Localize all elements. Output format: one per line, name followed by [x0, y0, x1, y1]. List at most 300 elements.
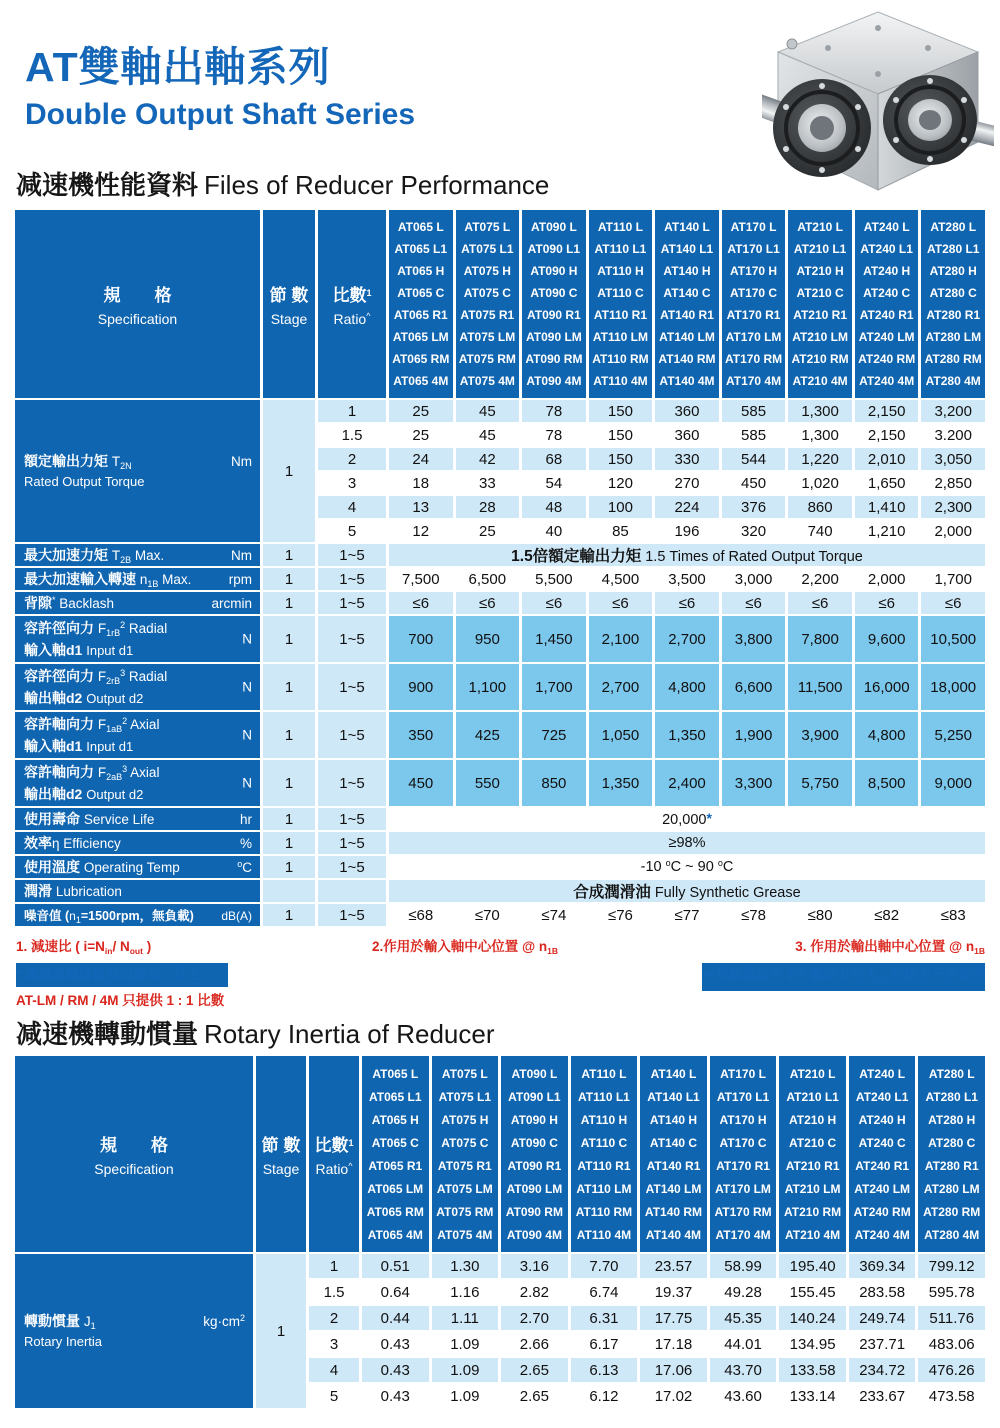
right-output-flange — [883, 75, 977, 165]
model-variant-label: AT240 L1 — [855, 1089, 909, 1104]
model-variant-label: AT280 C — [929, 286, 977, 300]
value-cell: 2,700 — [589, 664, 653, 710]
model-variant-label: AT170 H — [719, 1112, 767, 1127]
ratio-cell: 1 — [318, 400, 386, 422]
value-cell: 0.64 — [362, 1280, 429, 1304]
model-variant-label: AT090 C — [510, 1135, 558, 1150]
value-cell: 0.43 — [362, 1384, 429, 1408]
value-cell: 6.31 — [571, 1306, 638, 1330]
model-variant-label: AT140 C — [663, 286, 711, 300]
ratio-cell: 1~5 — [318, 544, 386, 566]
value-cell: 4,500 — [589, 568, 653, 590]
ratio-cell: 1~5 — [318, 616, 386, 662]
model-variant-label: AT065 L — [397, 220, 444, 234]
value-cell: 11,500 — [788, 664, 852, 710]
model-variant-label: AT075 C — [463, 286, 511, 300]
ratio-cell: 1~5 — [318, 832, 386, 854]
model-variant-label: AT140 H — [649, 1112, 698, 1127]
model-variant-label: AT210 LM — [784, 1181, 841, 1196]
value-cell: 23.57 — [640, 1254, 707, 1278]
value-cell: 78 — [522, 400, 586, 422]
ratio-cell: 2 — [309, 1306, 359, 1330]
value-cell: 6.13 — [571, 1358, 638, 1382]
value-cell: 4,800 — [855, 712, 919, 758]
value-cell: 233.67 — [849, 1384, 916, 1408]
model-variant-label: AT090 4M — [506, 1227, 562, 1242]
value-cell: 2.66 — [501, 1332, 568, 1356]
model-variant-label: AT240 L — [863, 220, 910, 234]
model-variant-label: AT075 4M — [437, 1227, 493, 1242]
model-variant-label: AT065 LM — [367, 1181, 424, 1196]
model-header-at075 — [432, 1056, 499, 1252]
model-variant-label: AT110 LM — [576, 1181, 632, 1196]
value-cell: ≤6 — [522, 592, 586, 614]
section1-title-zh: 减速機性能資料 — [16, 170, 199, 200]
footnotes-left — [16, 935, 228, 1013]
model-variant-label: AT170 L — [730, 220, 777, 234]
row-label-efficiency: 效率η Efficiency % — [15, 832, 260, 854]
value-cell: 2.70 — [501, 1306, 568, 1330]
model-variant-label: AT140 RM — [658, 352, 716, 366]
model-variant-label: AT090 H — [530, 264, 578, 278]
value-cell: 2,300 — [921, 496, 985, 518]
model-variant-label: AT065 H — [371, 1112, 419, 1127]
footnote-line: AT-LM / RM / 4M 只提供 1 : 1 比數 — [16, 993, 225, 1008]
model-variant-label: AT280 RM — [924, 352, 982, 366]
stage-cell: 1 — [263, 616, 315, 662]
model-variant-label: AT170 R1 — [716, 1158, 770, 1173]
model-variant-label: AT140 L — [650, 1066, 697, 1081]
value-cell: ≤6 — [921, 592, 985, 614]
value-cell: 196 — [655, 520, 719, 542]
value-cell: 2,010 — [855, 448, 919, 470]
row-label-axial-force-output-d2: 容許軸向力 $F2aB^3$ Axial 輸出軸d2 Output d2 N — [15, 760, 260, 806]
value-cell: 476.26 — [918, 1358, 985, 1382]
value-cell: 58.99 — [710, 1254, 777, 1278]
model-variant-label: AT090 LM — [525, 330, 582, 344]
value-cell: ≤6 — [855, 592, 919, 614]
value-cell: 45 — [456, 400, 520, 422]
stage-cell — [263, 880, 315, 902]
value-cell: 7.70 — [571, 1254, 638, 1278]
value-cell: 17.06 — [640, 1358, 707, 1382]
value-cell: 1,050 — [589, 712, 653, 758]
model-variant-label: AT240 L — [859, 1066, 906, 1081]
model-variant-label: AT090 L1 — [508, 1089, 561, 1104]
value-cell: 1,410 — [855, 496, 919, 518]
value-cell: 85 — [589, 520, 653, 542]
value-cell: 900 — [389, 664, 453, 710]
model-variant-label: AT090 RM — [505, 1204, 563, 1219]
model-variant-label: AT240 H — [863, 264, 911, 278]
value-cell: 42 — [456, 448, 520, 470]
value-cell: 283.58 — [849, 1280, 916, 1304]
page-title-en: Double Output Shaft Series — [25, 98, 416, 131]
value-cell: 2,850 — [921, 472, 985, 494]
value-cell: 25 — [456, 520, 520, 542]
value-cell: 2,000 — [855, 568, 919, 590]
value-cell: 24 — [389, 448, 453, 470]
model-variant-label: AT170 R1 — [726, 308, 781, 322]
value-cell: 150 — [589, 424, 653, 446]
value-cell: 511.76 — [918, 1306, 985, 1330]
stage-cell: 1 — [263, 568, 315, 590]
ratio-cell: 1~5 — [318, 856, 386, 878]
section2-title-en: Rotary Inertia of Reducer — [204, 1019, 495, 1049]
model-variant-label: AT110 R1 — [577, 1158, 631, 1173]
value-cell: 43.60 — [710, 1384, 777, 1408]
value-cell: 3,900 — [788, 712, 852, 758]
model-variant-label: AT210 4M — [785, 1227, 841, 1242]
model-variant-label: AT110 LM — [592, 330, 648, 344]
value-cell: 9,600 — [855, 616, 919, 662]
model-variant-label: AT210 C — [789, 1135, 837, 1150]
value-cell: 725 — [522, 712, 586, 758]
value-cell: 1,700 — [522, 664, 586, 710]
model-variant-label: AT090 C — [530, 286, 578, 300]
value-cell: 100 — [589, 496, 653, 518]
model-variant-label: AT090 LM — [506, 1181, 563, 1196]
model-variant-label: AT240 LM — [854, 1181, 911, 1196]
value-cell: 140.24 — [779, 1306, 846, 1330]
stage-cell: 1 — [263, 712, 315, 758]
model-header-at280 — [918, 1056, 985, 1252]
model-variant-label: AT075 4M — [459, 374, 515, 388]
footnote-line: 1. 減速比 ( $i=N_{in}/$ $N_{out}$ ) — [16, 939, 152, 956]
value-cell: 195.40 — [779, 1254, 846, 1278]
model-variant-label: AT075 RM — [458, 352, 516, 366]
value-cell: 3,300 — [722, 760, 786, 806]
page-title-zh: AT雙軸出軸系列 — [25, 44, 331, 90]
model-variant-label: AT280 H — [929, 264, 977, 278]
value-cell: 43.70 — [710, 1358, 777, 1382]
model-variant-label: AT280 R1 — [926, 308, 981, 322]
value-cell: 0.51 — [362, 1254, 429, 1278]
model-variant-label: AT090 4M — [526, 374, 582, 388]
value-cell: 450 — [722, 472, 786, 494]
value-cell: 950 — [456, 616, 520, 662]
section1-title — [16, 165, 549, 202]
model-variant-label: AT075 RM — [436, 1204, 494, 1219]
value-cell: 376 — [722, 496, 786, 518]
value-cell: 3,050 — [921, 448, 985, 470]
value-cell: 1,900 — [722, 712, 786, 758]
model-variant-label: AT170 LM — [715, 1181, 771, 1196]
row-label-service-life: 使用壽命 Service Life hr — [15, 808, 260, 830]
value-cell: 595.78 — [918, 1280, 985, 1304]
value-cell: 5,250 — [921, 712, 985, 758]
model-variant-label: AT110 R1 — [593, 308, 647, 322]
value-cell: 1,100 — [456, 664, 520, 710]
value-cell: 5,750 — [788, 760, 852, 806]
value-cell: 9,000 — [921, 760, 985, 806]
value-cell: ≤82 — [855, 904, 919, 926]
model-variant-label: AT075 R1 — [437, 1158, 492, 1173]
model-variant-label: AT280 L — [928, 1066, 975, 1081]
value-cell: 1.11 — [432, 1306, 499, 1330]
row-label-max-accel-torque: 最大加速力矩 T2B Max. Nm — [15, 544, 260, 566]
value-cell: 6.17 — [571, 1332, 638, 1356]
value-cell: 700 — [389, 616, 453, 662]
model-header-at240 — [855, 210, 919, 398]
value-cell: ≤6 — [389, 592, 453, 614]
value-cell: 1,300 — [788, 400, 852, 422]
value-cell: ≤76 — [589, 904, 653, 926]
footnote-line: * 連續運轉降低使用壽命二分之一。 — [16, 963, 228, 987]
value-cell: 16,000 — [855, 664, 919, 710]
model-variant-label: AT075 H — [463, 264, 511, 278]
value-cell: 2.82 — [501, 1280, 568, 1304]
value-cell: 17.18 — [640, 1332, 707, 1356]
model-variant-label: AT065 L1 — [394, 242, 447, 256]
section1-title-en: Files of Reducer Performance — [204, 170, 550, 200]
model-variant-label: AT140 H — [663, 264, 711, 278]
value-cell: 45 — [456, 424, 520, 446]
value-cell: 3,800 — [722, 616, 786, 662]
stage-cell: 1 — [263, 832, 315, 854]
value-cell: 12 — [389, 520, 453, 542]
value-cell: ≤6 — [456, 592, 520, 614]
value-cell: 1,020 — [788, 472, 852, 494]
value-cell: 585 — [722, 400, 786, 422]
footnotes-right — [702, 935, 985, 991]
value-cell: 2,200 — [788, 568, 852, 590]
value-cell: 1,350 — [589, 760, 653, 806]
model-variant-label: AT240 RM — [853, 1204, 911, 1219]
model-variant-label: AT170 L — [720, 1066, 766, 1081]
model-variant-label: AT210 L1 — [786, 1089, 839, 1104]
model-variant-label: AT210 R1 — [785, 1158, 840, 1173]
row-label-noise-level: 噪音值 (n1=1500rpm，無負載) dB(A) — [15, 904, 260, 926]
model-variant-label: AT110 4M — [593, 374, 648, 388]
model-variant-label: AT075 H — [441, 1112, 489, 1127]
model-variant-label: AT090 R1 — [507, 1158, 562, 1173]
value-cell: 860 — [788, 496, 852, 518]
model-variant-label: AT065 RM — [366, 1204, 424, 1219]
value-cell: 17.02 — [640, 1384, 707, 1408]
model-variant-label: AT140 L1 — [660, 242, 714, 256]
value-cell: 10,500 — [921, 616, 985, 662]
model-variant-label: AT140 4M — [645, 1227, 702, 1242]
model-variant-label: AT075 R1 — [460, 308, 515, 322]
value-cell: 360 — [655, 400, 719, 422]
row-label-rotary-inertia: 轉動慣量 J1 $kg\cdot cm^2$ Rotary Inertia — [15, 1254, 253, 1408]
model-variant-label: AT140 LM — [659, 330, 715, 344]
value-cell: 6.12 — [571, 1384, 638, 1408]
model-variant-label: AT090 L — [530, 220, 577, 234]
value-cell: ≤70 — [456, 904, 520, 926]
product-image — [762, 8, 994, 196]
model-variant-label: AT240 C — [858, 1135, 906, 1150]
model-variant-label: AT110 C — [580, 1135, 628, 1150]
rotary-inertia-table — [15, 1056, 985, 1408]
value-cell: 1,450 — [522, 616, 586, 662]
model-variant-label: AT170 L1 — [727, 242, 780, 256]
value-cell: 2,150 — [855, 424, 919, 446]
stage-cell: 1 — [263, 592, 315, 614]
value-cell: 49.28 — [710, 1280, 777, 1304]
value-cell: 2,400 — [655, 760, 719, 806]
value-cell: 3.16 — [501, 1254, 568, 1278]
model-variant-label: AT240 L1 — [860, 242, 913, 256]
page-header — [25, 34, 415, 132]
model-variant-label: AT110 4M — [576, 1227, 632, 1242]
value-cell: ≤78 — [722, 904, 786, 926]
model-variant-label: AT280 4M — [924, 1227, 980, 1242]
model-header-at280 — [921, 210, 985, 398]
model-variant-label: AT110 L1 — [594, 242, 647, 256]
ratio-header: 比數$^1$ Ratio^ — [309, 1056, 359, 1252]
row-label-backlash: 背隙* Backlash arcmin — [15, 592, 260, 614]
value-cell: ≤6 — [788, 592, 852, 614]
stage-cell: 1 — [263, 856, 315, 878]
model-variant-label: AT240 H — [858, 1112, 906, 1127]
ratio-cell: 3 — [318, 472, 386, 494]
model-variant-label: AT140 LM — [645, 1181, 702, 1196]
stage-cell: 1 — [263, 664, 315, 710]
value-cell: 360 — [655, 424, 719, 446]
model-variant-label: AT210 L — [789, 1066, 836, 1081]
row-label-axial-force-input-d1: 容許軸向力 $F1aB^2$ Axial 輸入軸d1 Input d1 N — [15, 712, 260, 758]
model-variant-label: AT065 L — [372, 1066, 419, 1081]
value-cell: 330 — [655, 448, 719, 470]
value-cell: 0.44 — [362, 1306, 429, 1330]
model-header-at090 — [501, 1056, 568, 1252]
value-cell: 18,000 — [921, 664, 985, 710]
footnotes — [16, 935, 985, 1013]
ratio-cell: 1~5 — [318, 664, 386, 710]
model-variant-label: AT140 R1 — [646, 1158, 701, 1173]
value-cell: 150 — [589, 400, 653, 422]
value-cell: 850 — [522, 760, 586, 806]
value-cell: 0.43 — [362, 1358, 429, 1382]
gearbox-illustration — [762, 8, 994, 196]
model-variant-label: AT065 R1 — [393, 308, 448, 322]
model-variant-label: AT075 L1 — [461, 242, 514, 256]
row-label-radial-force-output-d2: 容許徑向力 $F2rB^3$ Radial 輸出軸d2 Output d2 N — [15, 664, 260, 710]
spec-header: 規 格 Specification — [15, 210, 260, 398]
value-cell: 68 — [522, 448, 586, 470]
model-variant-label: AT065 4M — [367, 1227, 423, 1242]
model-variant-label: AT210 L — [797, 220, 843, 234]
value-cell: 1.09 — [432, 1358, 499, 1382]
left-output-flange — [773, 79, 871, 177]
value-cell: 134.95 — [779, 1332, 846, 1356]
model-variant-label: AT140 RM — [644, 1204, 703, 1219]
model-variant-label: AT210 R1 — [793, 308, 847, 322]
row-label-rated-output-torque: 額定輸出力矩 T2N Nm Rated Output Torque — [15, 400, 260, 542]
value-cell: 3,200 — [921, 400, 985, 422]
value-cell: ≤80 — [788, 904, 852, 926]
value-cell: 473.58 — [918, 1384, 985, 1408]
value-cell: ≤6 — [722, 592, 786, 614]
value-cell: 1.09 — [432, 1384, 499, 1408]
model-variant-label: AT280 LM — [925, 330, 982, 344]
value-cell: 369.34 — [849, 1254, 916, 1278]
value-cell: 3.200 — [921, 424, 985, 446]
value-cell: 13 — [389, 496, 453, 518]
model-variant-label: AT065 L1 — [369, 1089, 422, 1104]
ratio-cell: 1~5 — [318, 712, 386, 758]
value-cell: 2,700 — [655, 616, 719, 662]
value-cell: 237.71 — [849, 1332, 916, 1356]
ratio-cell: 4 — [309, 1358, 359, 1382]
model-header-at210 — [788, 210, 852, 398]
value-cell: 3,000 — [722, 568, 786, 590]
model-variant-label: AT170 C — [719, 1135, 767, 1150]
model-variant-label: AT170 LM — [725, 330, 782, 344]
model-variant-label: AT140 4M — [659, 374, 715, 388]
value-cell: ≤6 — [589, 592, 653, 614]
ratio-cell: 2 — [318, 448, 386, 470]
row-label-max-accel-input-speed: 最大加速輸入轉速 n1B Max. rpm — [15, 568, 260, 590]
value-cell: 25 — [389, 400, 453, 422]
model-variant-label: AT280 R1 — [924, 1158, 979, 1173]
value-cell: 550 — [456, 760, 520, 806]
section2-title-zh: 减速機轉動慣量 — [16, 1019, 199, 1049]
model-variant-label: AT210 H — [796, 264, 844, 278]
model-variant-label: AT110 L1 — [578, 1089, 630, 1104]
stage-cell: 1 — [256, 1254, 306, 1408]
span-value-service-life: 20,000* — [389, 808, 985, 830]
value-cell: 2,100 — [589, 616, 653, 662]
model-variant-label: AT280 LM — [923, 1181, 980, 1196]
value-cell: 1.09 — [432, 1332, 499, 1356]
model-variant-label: AT065 LM — [392, 330, 449, 344]
model-header-at240 — [849, 1056, 916, 1252]
footnote-line: 2.作用於輸入軸中心位置 @ $n_{1B}$ — [372, 939, 559, 956]
value-cell: 17.75 — [640, 1306, 707, 1330]
model-variant-label: AT110 H — [597, 264, 644, 278]
value-cell: 133.58 — [779, 1358, 846, 1382]
ratio-cell: 5 — [318, 520, 386, 542]
row-label-operating-temp: 使用溫度 Operating Temp $^o$C — [15, 856, 260, 878]
stage-header: 節 數 Stage — [256, 1056, 306, 1252]
value-cell: 6,500 — [456, 568, 520, 590]
model-variant-label: AT065 C — [397, 286, 445, 300]
section2-title — [16, 1014, 494, 1051]
model-variant-label: AT110 RM — [575, 1204, 633, 1219]
value-cell: 6.74 — [571, 1280, 638, 1304]
ratio-cell: 1~5 — [318, 592, 386, 614]
ratio-cell: 1~5 — [318, 568, 386, 590]
value-cell: ≤68 — [389, 904, 453, 926]
model-variant-label: AT065 RM — [392, 352, 450, 366]
value-cell: 799.12 — [918, 1254, 985, 1278]
model-variant-label: AT240 C — [863, 286, 911, 300]
value-cell: 1,700 — [921, 568, 985, 590]
model-variant-label: AT090 H — [510, 1112, 558, 1127]
ratio-cell: 1.5 — [309, 1280, 359, 1304]
model-variant-label: AT170 C — [729, 286, 778, 300]
value-cell: 28 — [456, 496, 520, 518]
model-header-at090 — [522, 210, 586, 398]
model-header-at110 — [571, 1056, 638, 1252]
value-cell: 234.72 — [849, 1358, 916, 1382]
value-cell: 48 — [522, 496, 586, 518]
value-cell: 54 — [522, 472, 586, 494]
model-variant-label: AT210 LM — [792, 330, 848, 344]
value-cell: ≤83 — [921, 904, 985, 926]
model-variant-label: AT280 L1 — [925, 1089, 978, 1104]
value-cell: 740 — [788, 520, 852, 542]
model-header-at170 — [710, 1056, 777, 1252]
model-variant-label: AT210 C — [796, 286, 844, 300]
performance-table — [15, 210, 985, 926]
ratio-cell: 4 — [318, 496, 386, 518]
value-cell: 3,500 — [655, 568, 719, 590]
footnotes-middle — [372, 935, 558, 963]
